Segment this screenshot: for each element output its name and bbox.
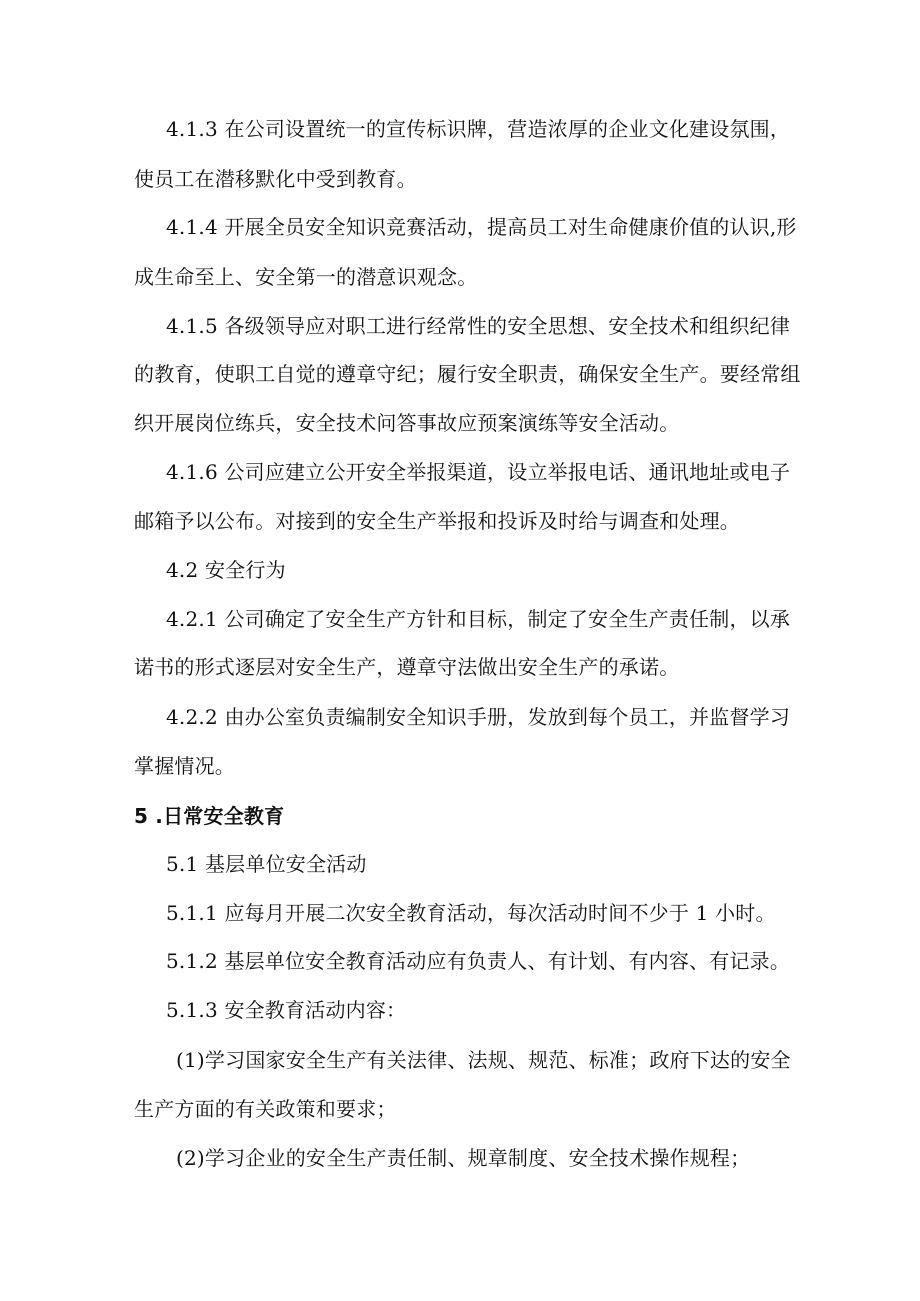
paragraph-4-2-2-line-2: 掌握情况。 — [134, 754, 235, 778]
section-4-2-title: 4.2 安全行为 — [166, 558, 286, 582]
paragraph-4-1-5-line-2: 的教育，使职工自觉的遵章守纪；履行安全职责，确保安全生产。要经常组 — [134, 362, 801, 386]
list-item-1-line-1: (1)学习国家安全生产有关法律、法规、规范、标准；政府下达的安全 — [176, 1048, 791, 1072]
section-5-heading: 5 .日常安全教育 — [134, 804, 285, 828]
section-5-1-title: 5.1 基层单位安全活动 — [166, 852, 367, 876]
paragraph-4-1-3-line-2: 使员工在潜移默化中受到教育。 — [134, 167, 417, 191]
list-item-1-line-2: 生产方面的有关政策和要求； — [134, 1097, 397, 1121]
paragraph-5-1-3: 5.1.3 安全教育活动内容： — [166, 998, 407, 1022]
paragraph-4-1-5-line-3: 织开展岗位练兵，安全技术问答事故应预案演练等安全活动。 — [134, 411, 680, 435]
paragraph-4-2-1-line-2: 诺书的形式逐层对安全生产，遵章守法做出安全生产的承诺。 — [134, 655, 680, 679]
paragraph-5-1-1: 5.1.1 应每月开展二次安全教育活动，每次活动时间不少于 1 小时。 — [166, 901, 776, 925]
paragraph-4-1-4-line-1: 4.1.4 开展全员安全知识竞赛活动，提高员工对生命健康价值的认识,形 — [166, 215, 797, 239]
paragraph-4-1-6-line-1: 4.1.6 公司应建立公开安全举报渠道，设立举报电话、通讯地址或电子 — [166, 460, 791, 484]
paragraph-4-2-1-line-1: 4.2.1 公司确定了安全生产方针和目标，制定了安全生产责任制，以承 — [166, 607, 791, 631]
paragraph-4-1-4-line-2: 成生命至上、安全第一的潜意识观念。 — [134, 265, 478, 289]
paragraph-4-1-6-line-2: 邮箱予以公布。对接到的安全生产举报和投诉及时给与调查和处理。 — [134, 509, 740, 533]
paragraph-5-1-2: 5.1.2 基层单位安全教育活动应有负责人、有计划、有内容、有记录。 — [166, 949, 791, 973]
paragraph-4-1-3-line-1: 4.1.3 在公司设置统一的宣传标识牌，营造浓厚的企业文化建设氛围， — [166, 117, 791, 141]
list-item-2-line-1: (2)学习企业的安全生产责任制、规章制度、安全技术操作规程； — [176, 1146, 751, 1170]
paragraph-4-1-5-line-1: 4.1.5 各级领导应对职工进行经常性的安全思想、安全技术和组织纪律 — [166, 314, 791, 338]
paragraph-4-2-2-line-1: 4.2.2 由办公室负责编制安全知识手册，发放到每个员工，并监督学习 — [166, 705, 791, 729]
